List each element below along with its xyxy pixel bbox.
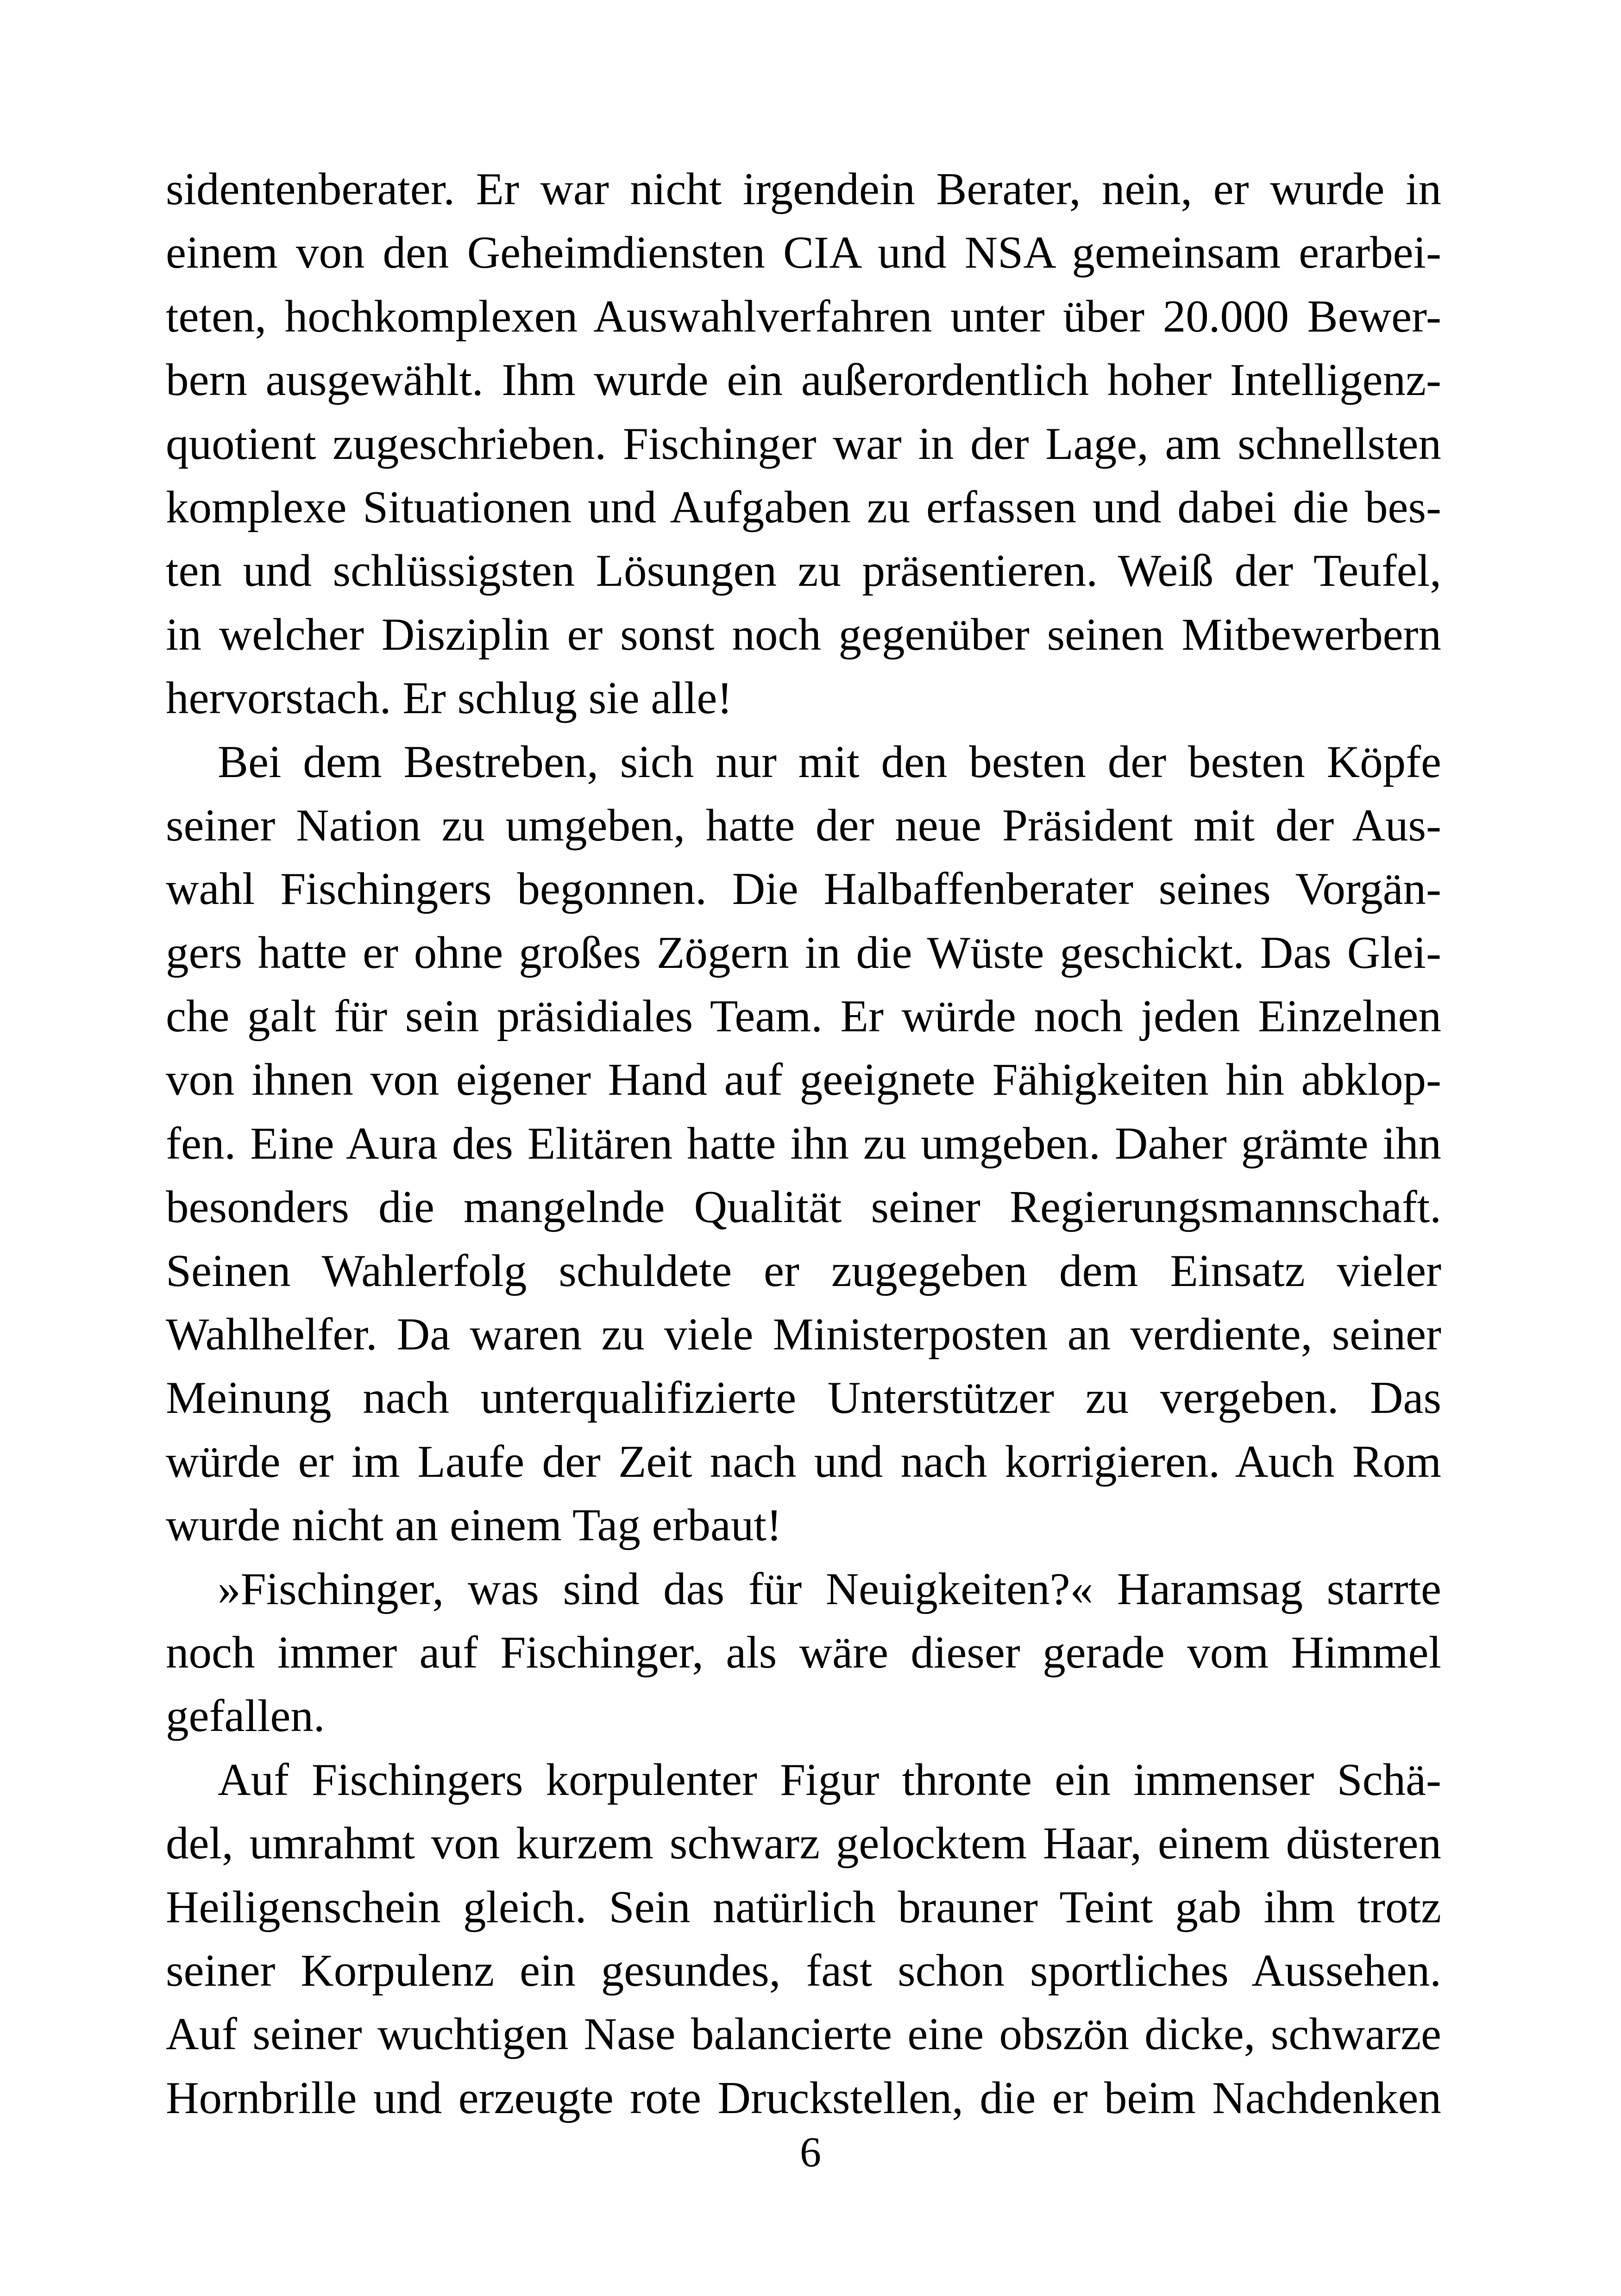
text-line: noch immer auf Fischinger, als wäre dieser gerade vom Himmel xyxy=(166,1627,1441,1678)
text-line: che galt für sein präsidiales Team. Er würde noch jeden Einzelnen xyxy=(166,991,1441,1042)
body-text xyxy=(166,157,1441,2130)
text-line: gers hatte er ohne großes Zögern in die Wüste geschickt. Das Glei- xyxy=(166,927,1441,978)
text-line: Auf seiner wuchtigen Nase balancierte eine obszön dicke, schwarze xyxy=(166,2009,1441,2060)
text-line: Seinen Wahlerfolg schuldete er zugegeben dem Einsatz vieler xyxy=(166,1245,1441,1296)
text-line: einem von den Geheimdiensten CIA und NSA gemeinsam erarbei- xyxy=(166,227,1441,278)
text-line: sidentenberater. Er war nicht irgendein Berater, nein, er wurde in xyxy=(166,164,1441,214)
text-line: würde er im Laufe der Zeit nach und nach korrigieren. Auch Rom xyxy=(166,1436,1441,1487)
text-line: Wahlhelfer. Da waren zu viele Ministerposten an verdiente, seiner xyxy=(166,1309,1441,1360)
text-line: wurde nicht an einem Tag erbaut! xyxy=(166,1500,782,1551)
text-line: seiner Korpulenz ein gesundes, fast schon sportliches Aussehen. xyxy=(166,1945,1441,1996)
text-line: Auf Fischingers korpulenter Figur thronte ein immenser Schä- xyxy=(218,1754,1441,1805)
text-line: Bei dem Bestreben, sich nur mit den besten der besten Köpfe xyxy=(218,736,1441,787)
text-line: gefallen. xyxy=(166,1691,325,1742)
text-line: »Fischinger, was sind das für Neuigkeiten?« Haramsag starrte xyxy=(218,1563,1441,1614)
text-line: Meinung nach unterqualifizierte Unterstützer zu vergeben. Das xyxy=(166,1373,1441,1424)
text-line: Heiligenschein gleich. Sein natürlich brauner Teint gab ihm trotz xyxy=(166,1882,1441,1932)
text-line: besonders die mangelnde Qualität seiner Regierungsmannschaft. xyxy=(166,1182,1441,1233)
text-line: quotient zugeschrieben. Fischinger war in der Lage, am schnellsten xyxy=(166,418,1441,469)
text-line: Hornbrille und erzeugte rote Druckstellen, die er beim Nachdenken xyxy=(166,2072,1441,2123)
text-line: ten und schlüssigsten Lösungen zu präsentieren. Weiß der Teufel, xyxy=(166,546,1441,596)
text-line: von ihnen von eigener Hand auf geeignete Fähigkeiten hin abklop- xyxy=(166,1054,1441,1105)
text-line: del, umrahmt von kurzem schwarz gelocktem Haar, einem düsteren xyxy=(166,1818,1441,1869)
page-number: 6 xyxy=(800,2128,821,2176)
text-line: hervorstach. Er schlug sie alle! xyxy=(166,673,733,724)
text-line: teten, hochkomplexen Auswahlverfahren unter über 20.000 Bewer- xyxy=(166,291,1441,342)
text-line: wahl Fischingers begonnen. Die Halbaffenberater seines Vorgän- xyxy=(166,864,1441,915)
text-line: bern ausgewählt. Ihm wurde ein außerordentlich hoher Intelligenz- xyxy=(166,355,1441,406)
text-line: komplexe Situationen und Aufgaben zu erfassen und dabei die bes- xyxy=(166,482,1441,533)
text-line: fen. Eine Aura des Elitären hatte ihn zu umgeben. Daher grämte ihn xyxy=(166,1118,1441,1169)
text-line: seiner Nation zu umgeben, hatte der neue Präsident mit der Aus- xyxy=(166,800,1441,851)
text-line: in welcher Disziplin er sonst noch gegenüber seinen Mitbewerbern xyxy=(166,609,1441,660)
